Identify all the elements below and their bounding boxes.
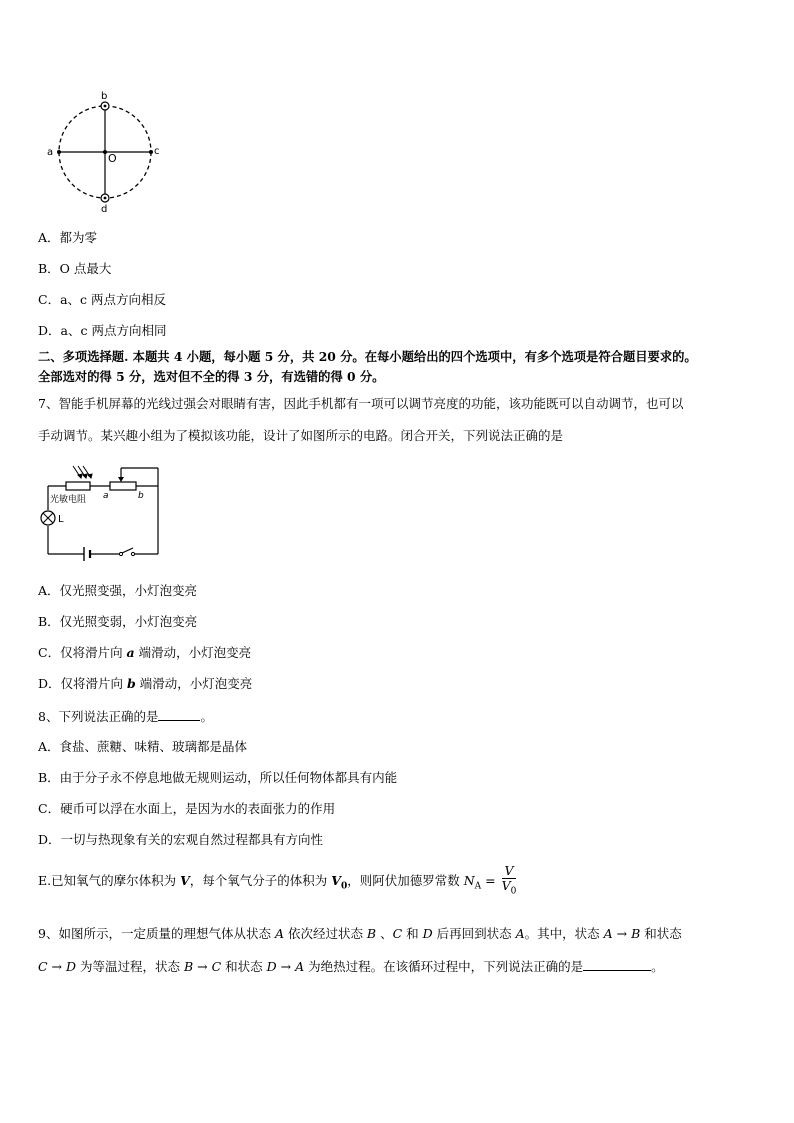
q8-option-d: D．一切与热现象有关的宏观自然过程都具有方向性 xyxy=(38,832,324,847)
answer-blank xyxy=(158,708,200,721)
q9-stem-line2: C → D 为等温过程，状态 B → C 和状态 D → A 为绝热过程。在该循环过程中，下列说法正确的是 。 xyxy=(38,959,664,974)
label-b: b xyxy=(101,91,108,102)
section2-heading: 二、多项选择题. 本题共 4 小题，每小题 5 分，共 20 分。在每小题给出的四个选项中，有多个选项是符合题目要求的。 xyxy=(38,349,697,364)
q7-option-a: A．仅光照变强，小灯泡变亮 xyxy=(38,583,198,598)
circuit-figure xyxy=(34,462,169,562)
q8-stem: 8、下列说法正确的是 。 xyxy=(38,709,213,724)
section2-scoring: 全部选对的得 5 分，选对但不全的得 3 分，有选错的得 0 分。 xyxy=(38,369,385,384)
q7-stem-line2: 手动调节。某兴趣小组为了模拟该功能，设计了如图所示的电路。闭合开关，下列说法正确的是 xyxy=(38,428,564,443)
q8-option-b: B．由于分子永不停息地做无规则运动，所以任何物体都具有内能 xyxy=(38,770,398,785)
q6-option-d: D．a、c 两点方向相同 xyxy=(38,323,167,338)
photoresistor xyxy=(66,482,90,490)
q7-stem-line1: 7、智能手机屏幕的光线过强会对眼睛有害，因此手机都有一项可以调节亮度的功能，该功能既可以自动调节，也可以 xyxy=(38,396,684,411)
light-arrows-icon xyxy=(73,466,92,478)
q8-option-a: A．食盐、蔗糖、味精、玻璃都是晶体 xyxy=(38,739,248,754)
label-o: O xyxy=(108,152,117,165)
q8-option-c: C．硬币可以浮在水面上，是因为水的表面张力的作用 xyxy=(38,801,336,816)
photoresistor-label: 光敏电阻 xyxy=(50,495,87,505)
rheostat-label-b: b xyxy=(138,491,144,501)
point-c-marker xyxy=(149,150,153,154)
q7-option-d: D．仅将滑片向 b 端滑动，小灯泡变亮 xyxy=(38,676,253,691)
q6-option-a: A．都为零 xyxy=(38,230,98,245)
q6-option-c: C．a、c 两点方向相反 xyxy=(38,292,166,307)
q8-option-e: E.已知氧气的摩尔体积为 V，每个氧气分子的体积为 $V_0$，则阿伏加德罗常数 $N_A$ = $\frac{V}{V_0}$ xyxy=(38,863,517,897)
lamp-label: L xyxy=(58,514,64,525)
q6-option-b: B．O 点最大 xyxy=(38,261,112,276)
magnetic-field-figure xyxy=(40,88,170,218)
label-d: d xyxy=(101,204,108,215)
point-a-marker xyxy=(57,150,61,154)
q7-option-b: B．仅光照变弱，小灯泡变亮 xyxy=(38,614,198,629)
q9-stem-line1: 9、如图所示，一定质量的理想气体从状态 A 依次经过状态 B 、C 和 D 后再回到状态 A。其中，状态 A → B 和状态 xyxy=(38,926,682,941)
rheostat xyxy=(110,482,136,490)
q7-option-c: C．仅将滑片向 a 端滑动，小灯泡变亮 xyxy=(38,645,252,660)
point-o-marker xyxy=(103,150,107,154)
rheostat-label-a: a xyxy=(103,491,109,501)
avogadro-formula: $N_A$ = $\frac{V}{V_0}$ xyxy=(463,863,517,897)
label-a: a xyxy=(47,147,54,158)
label-c: c xyxy=(154,146,160,157)
answer-blank xyxy=(583,958,651,971)
